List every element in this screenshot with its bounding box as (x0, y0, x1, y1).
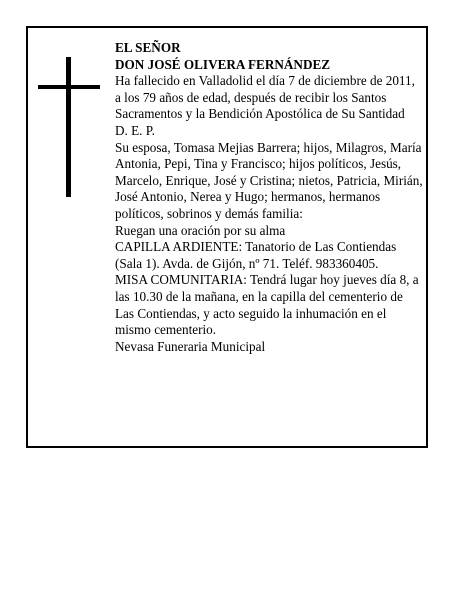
cross-horizontal-bar (38, 85, 100, 89)
funeral-chapel-info: CAPILLA ARDIENTE: Tanatorio de Las Contiendas (Sala 1). Avda. de Gijón, nº 71. Teléf. 983360405. (115, 239, 397, 271)
prayer-request: Ruegan una oración por su alma (115, 222, 286, 238)
obituary-notice (26, 26, 428, 448)
community-mass-info: MISA COMUNITARIA: Tendrá lugar hoy jueves día 8, a las 10.30 de la mañana, en la capilla del cementerio de Las Contiendas, y acto seguido la inhumación en el mismo cementerio. (115, 272, 419, 338)
deceased-name: DON JOSÉ OLIVERA FERNÁNDEZ (115, 56, 331, 72)
deceased-title: EL SEÑOR (115, 40, 181, 55)
family-list: Su esposa, Tomasa Mejias Barrera; hijos, Milagros, María Antonia, Pepi, Tina y Francisco; hijos políticos, Jesús, Marcelo, Enrique, José y Cristina; nietos, Patricia, Mirián, José Antonio, Nerea y Hugo; hermanos, hermanos políticos, sobrinos y demás familia: (115, 139, 423, 221)
funeral-home: Nevasa Funeraria Municipal (115, 338, 266, 354)
cross-vertical-bar (66, 57, 71, 197)
death-announcement: Ha fallecido en Valladolid el día 7 de diciembre de 2011, a los 79 años de edad, después de recibir los Santos Sacramentos y la Bendición Apostólica de Su Santidad (115, 73, 415, 122)
rest-in-peace: D. E. P. (115, 122, 155, 138)
notice-text (115, 40, 423, 355)
